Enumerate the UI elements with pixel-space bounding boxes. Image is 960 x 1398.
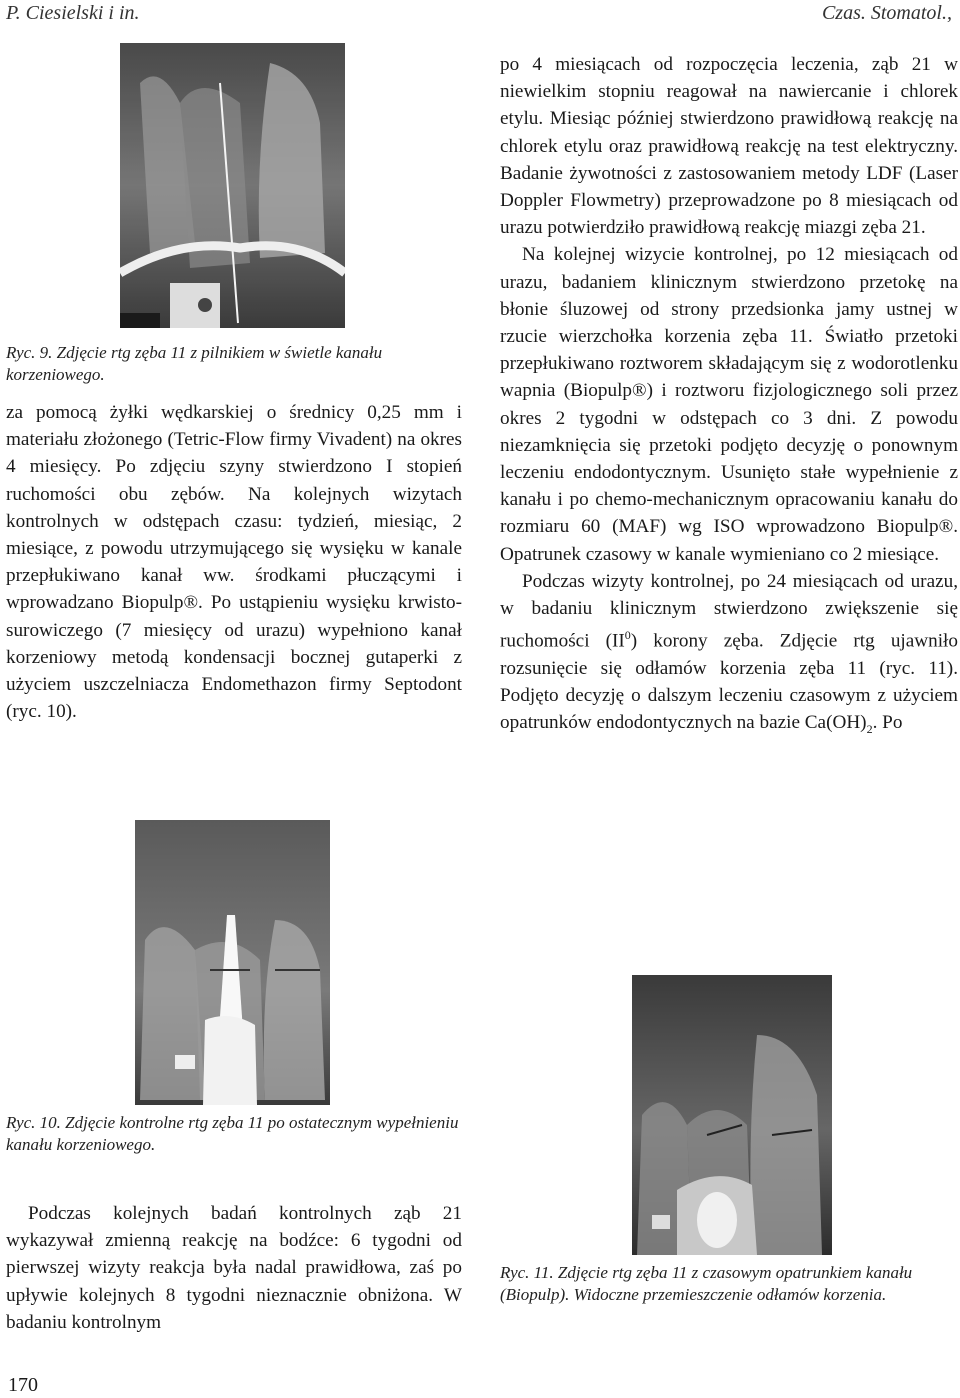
body-paragraph: za pomocą żyłki wędkarskiej o średnicy 0,25 mm i materiału złożonego (Tetric-Flow firmy Vivadent) na okres 4 miesięcy. Po zdjęciu szyny stwierdzono I stopień ruchomości obu zębów. Na kolejnych wizytach kontrolnych w odstępach czasu: tydzień, miesiąc, 2 miesiące, z powodu utrzymującego się wysięku w kanale przepłukiwano kanał ww. środkami płuczącymi i wprowadzano Biopulp®. Po ustąpieniu wysięku krwisto-surowiczego (7 miesięcy od urazu) wypełniono kanał korzeniowy metodą kondensacji bocznej gutaperki z użyciem uszczelniacza Endomethazon firmy Septodont (ryc. 10). bbox=[6, 402, 462, 723]
body-text: . Po bbox=[872, 712, 903, 734]
body-text: ) korony zęba. Zdjęcie rtg ujawniło rozsunięcie się odłamów korzenia zęba 11 (ryc. 11). Podjęto decyzję o dalszym leczeniu czasowym z użyciem opatrunków endodontycznych na bazie Ca(OH) bbox=[500, 630, 958, 734]
figure-10-xray bbox=[135, 820, 330, 1105]
page-number: 170 bbox=[8, 1374, 38, 1396]
figure-10-caption: Ryc. 10. Zdjęcie kontrolne rtg zęba 11 po ostatecznym wypełnieniu kanału korzeniowego. bbox=[6, 1113, 459, 1154]
body-paragraph bbox=[500, 568, 958, 743]
left-column-bottom bbox=[6, 1200, 462, 1336]
body-paragraph: po 4 miesiącach od rozpoczęcia leczenia, ząb 21 w niewielkim stopniu reagował na nawiercanie i chlorek etylu. Miesiąc później stwierdzono prawidłową reakcję na chlorek etylu oraz prawidłową reakcję na test elektryczny. Badanie żywotności z zastosowaniem metody LDF (Laser Doppler Flowmetry) przeprowadzone po 8 miesiącach od urazu potwierdziło prawidłową reakcję miazgi zęba 21. bbox=[500, 54, 958, 239]
figure-9-xray bbox=[120, 43, 345, 328]
left-column-top bbox=[6, 399, 462, 725]
subscript: 2 bbox=[866, 722, 873, 737]
running-header-journal: Czas. Stomatol., bbox=[821, 2, 952, 24]
figure-11-caption: Ryc. 11. Zdjęcie rtg zęba 11 z czasowym opatrunkiem kanału (Biopulp). Widoczne przemieszczenie odłamów korzenia. bbox=[500, 1263, 913, 1304]
figure-9-caption: Ryc. 9. Zdjęcie rtg zęba 11 z pilnikiem w świetle kanału korzeniowego. bbox=[6, 343, 383, 384]
body-paragraph: Podczas kolejnych badań kontrolnych ząb 21 wykazywał zmienną reakcję na bodźce: 6 tygodni od pierwszej wizyty reakcja była nadal prawidłowa, zaś po upływie kolejnych 8 tygodni nieznacznie obniżona. W badaniu kontrolnym bbox=[6, 1203, 462, 1333]
superscript: 0 bbox=[624, 628, 631, 643]
figure-11-xray bbox=[632, 975, 832, 1255]
running-header-authors: P. Ciesielski i in. bbox=[6, 2, 140, 24]
body-paragraph: Na kolejnej wizycie kontrolnej, po 12 miesiącach od urazu, badaniem klinicznym stwierdzono przetokę na błonie śluzowej od strony przedsionka jamy ustnej w rzucie wierzchołka korzenia zęba 11. Światło przetoki przepłukiwano roztworem składającym się z wodorotlenku wapnia (Biopulp®) i roztworu fizjologicznego soli przez okres 2 tygodni w odstępach co 3 dni. Z powodu niezamknięcia się przetoki podjęto decyzję o ponownym leczeniu endodontycznym. Usunięto stałe wypełnienie z kanału i po chemo-mechanicznym opracowaniu kanału do rozmiaru 60 (MAF) wg ISO wprowadzono Biopulp®. Opatrunek czasowy w kanale wymieniano co 2 miesiące. bbox=[500, 244, 958, 565]
body-text: Podczas wizyty kontrolnej, po 24 miesiącach od urazu, w badaniu klinicznym stwierdzono zwiększenie się ruchomości (II bbox=[500, 570, 958, 652]
right-column bbox=[500, 51, 958, 743]
